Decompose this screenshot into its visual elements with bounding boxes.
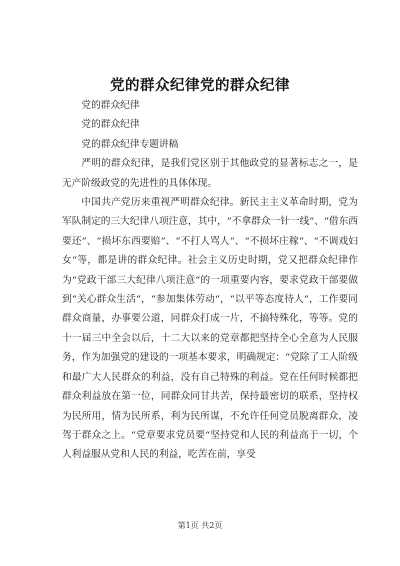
paragraph: 中国共产党历来重视严明群众纪律。新民主主义革命时期，党为军队制定的三大纪律八项注意，其中，“不拿群众一针一线“、“借东西要还“、“损坏东西要赔“、“不打人骂人“、“不损坏庄稼“、“不调戏妇女“等，都是讲的群众纪律。社会主义历史时期，党又把群众纪律作为“党政干部三大纪律八项注意“的一项重要内容，要求党政干部要做到“关心群众生活“，“参加集体劳动“，“以平等态度待人“，工作要同群众商量，办事要公道，同群众打成一片，不搞特殊化，等等。党的十一届三中全会以后，十二大以来的党章都把坚持全心全意为人民服务，作为加强党的建设的一项基本要求，明确规定：“党除了工人阶级和最广大人民群众的利益，没有自己特殊的利益。党在任何时候都把群众利益放在第一位，同群众同甘共苦，保持最密切的联系，坚持权为民所用，情为民所系，利为民所谋，不允许任何党员脱离群众，凌驾于群众之上。“党章要求党员要“坚持党和人民的利益高于一切，个人利益服从党和人民的利益，吃苦在前，享受 bbox=[62, 197, 358, 461]
page-title: 党的群众纪律党的群众纪律 bbox=[110, 77, 290, 94]
document-body bbox=[62, 96, 358, 465]
paragraph: 党的群众纪律 bbox=[81, 119, 140, 131]
paragraph: 党的群众纪律专题讲稿 bbox=[81, 138, 179, 150]
page-number: 第1页 共2页 bbox=[177, 521, 223, 530]
paragraph: 党的群众纪律 bbox=[81, 100, 140, 111]
paragraph: 严明的群众纪律，是我们党区别于其他政党的显著标志之一，是无产阶级政党的先进性的具体体现。 bbox=[62, 158, 358, 189]
